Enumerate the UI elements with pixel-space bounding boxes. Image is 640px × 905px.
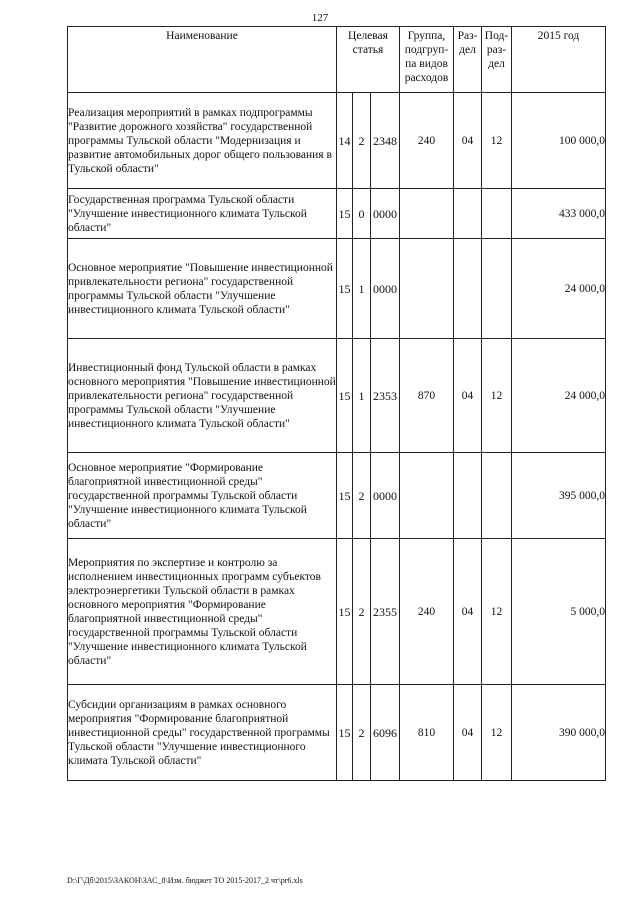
target-part-1: 15 bbox=[337, 239, 353, 339]
expense-group: 870 bbox=[400, 339, 454, 453]
page-number: 127 bbox=[311, 12, 329, 24]
table-row bbox=[68, 685, 606, 781]
target-part-3: 0000 bbox=[371, 453, 400, 539]
row-name: Субсидии организациям в рамках основного мероприятия "Формирование благоприятной инвестиционной среды" государственной программы Тульской области "Улучшение инвестиционного климата Тульской области" bbox=[68, 685, 337, 781]
expense-group bbox=[400, 189, 454, 239]
target-part-3: 0000 bbox=[371, 189, 400, 239]
amount-2015: 395 000,0 bbox=[512, 453, 606, 539]
subsection-code: 12 bbox=[482, 685, 512, 781]
target-part-3: 2355 bbox=[371, 539, 400, 685]
row-name: Реализация мероприятий в рамках подпрограммы "Развитие дорожного хозяйства" государственной программы Тульской области "Модернизация и развитие автомобильных дорог общего пользования в Тульской области" bbox=[68, 93, 337, 189]
section-code: 04 bbox=[454, 539, 482, 685]
header-section: Раз-дел bbox=[454, 27, 482, 93]
amount-2015: 390 000,0 bbox=[512, 685, 606, 781]
section-code: 04 bbox=[454, 93, 482, 189]
subsection-code: 12 bbox=[482, 539, 512, 685]
section-code bbox=[454, 239, 482, 339]
expense-group: 810 bbox=[400, 685, 454, 781]
subsection-code bbox=[482, 239, 512, 339]
table-row bbox=[68, 339, 606, 453]
section-code bbox=[454, 453, 482, 539]
expense-group: 240 bbox=[400, 93, 454, 189]
row-name: Инвестиционный фонд Тульской области в рамках основного мероприятия "Повышение инвестиционной привлекательности региона" государственной программы Тульской области "Улучшение инвестиционного климата Тульской области" bbox=[68, 339, 337, 453]
target-part-3: 6096 bbox=[371, 685, 400, 781]
row-name: Основное мероприятие "Повышение инвестиционной привлекательности региона" государственной программы Тульской области "Улучшение инвестиционного климата Тульской области" bbox=[68, 239, 337, 339]
amount-2015: 100 000,0 bbox=[512, 93, 606, 189]
header-year: 2015 год bbox=[512, 27, 606, 93]
amount-2015: 24 000,0 bbox=[512, 239, 606, 339]
target-part-2: 2 bbox=[353, 93, 371, 189]
target-part-3: 2348 bbox=[371, 93, 400, 189]
file-path-footer: D:\Г\Дб\2015\ЗАКОН\ЗАС_8\Изм. бюджет ТО 2015-2017_2 чт\pr6.xls bbox=[67, 876, 303, 885]
target-part-2: 2 bbox=[353, 685, 371, 781]
subsection-code: 12 bbox=[482, 339, 512, 453]
target-part-1: 15 bbox=[337, 189, 353, 239]
budget-table bbox=[67, 26, 606, 781]
target-part-1: 15 bbox=[337, 539, 353, 685]
target-part-1: 14 bbox=[337, 93, 353, 189]
table-row bbox=[68, 453, 606, 539]
section-code bbox=[454, 189, 482, 239]
target-part-1: 15 bbox=[337, 453, 353, 539]
target-part-2: 2 bbox=[353, 539, 371, 685]
target-part-2: 2 bbox=[353, 453, 371, 539]
amount-2015: 433 000,0 bbox=[512, 189, 606, 239]
target-part-2: 1 bbox=[353, 339, 371, 453]
row-name: Мероприятия по экспертизе и контролю за исполнением инвестиционных программ субъектов электроэнергетики Тульской области в рамках основного мероприятия "Формирование благоприятной инвестиционной среды" государственной программы Тульской области "Улучшение инвестиционного климата Тульской области" bbox=[68, 539, 337, 685]
row-name: Государственная программа Тульской области "Улучшение инвестиционного климата Тульской области" bbox=[68, 189, 337, 239]
subsection-code bbox=[482, 189, 512, 239]
expense-group bbox=[400, 453, 454, 539]
section-code: 04 bbox=[454, 685, 482, 781]
header-row bbox=[68, 27, 606, 93]
target-part-1: 15 bbox=[337, 339, 353, 453]
table-row bbox=[68, 189, 606, 239]
header-group: Группа, подгруп-па видов расходов bbox=[400, 27, 454, 93]
expense-group: 240 bbox=[400, 539, 454, 685]
expense-group bbox=[400, 239, 454, 339]
header-subsection: Под-раз-дел bbox=[482, 27, 512, 93]
subsection-code: 12 bbox=[482, 93, 512, 189]
target-part-2: 1 bbox=[353, 239, 371, 339]
section-code: 04 bbox=[454, 339, 482, 453]
subsection-code bbox=[482, 453, 512, 539]
table-row bbox=[68, 239, 606, 339]
target-part-1: 15 bbox=[337, 685, 353, 781]
header-name: Наименование bbox=[68, 27, 337, 93]
table-row bbox=[68, 539, 606, 685]
amount-2015: 5 000,0 bbox=[512, 539, 606, 685]
target-part-3: 2353 bbox=[371, 339, 400, 453]
target-part-2: 0 bbox=[353, 189, 371, 239]
target-part-3: 0000 bbox=[371, 239, 400, 339]
table-row bbox=[68, 93, 606, 189]
amount-2015: 24 000,0 bbox=[512, 339, 606, 453]
row-name: Основное мероприятие "Формирование благоприятной инвестиционной среды" государственной программы Тульской области "Улучшение инвестиционного климата Тульской области" bbox=[68, 453, 337, 539]
header-target: Целевая статья bbox=[337, 27, 400, 93]
